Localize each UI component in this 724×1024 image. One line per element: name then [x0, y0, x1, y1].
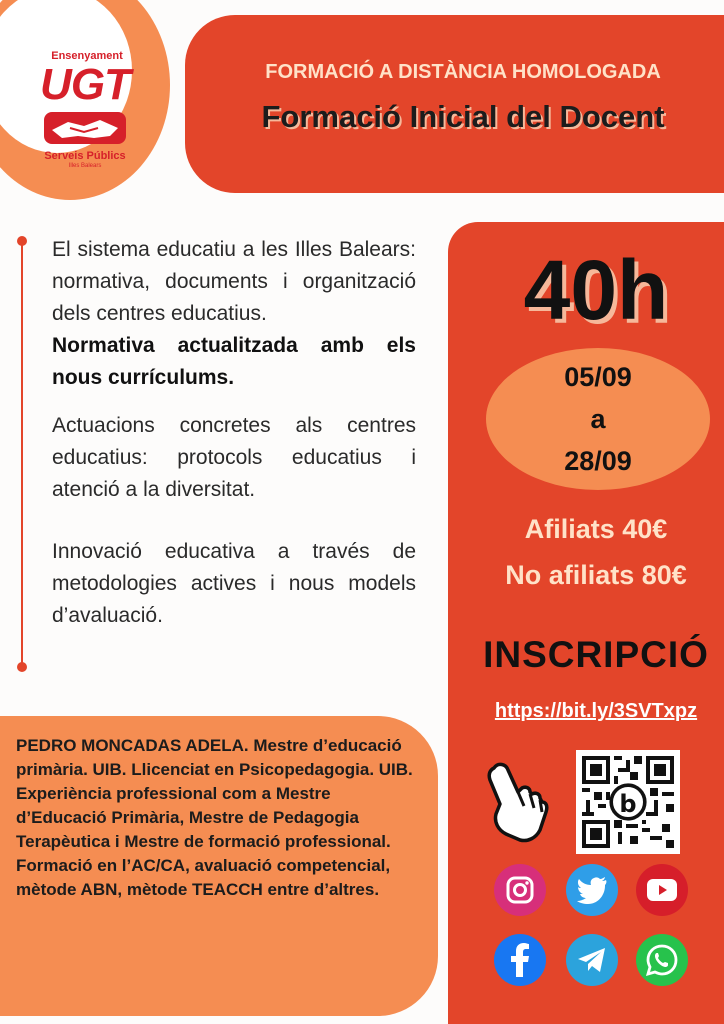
date-separator: a [590, 404, 606, 434]
handshake-icon [44, 112, 126, 144]
price-members: Afiliats 40€ [524, 514, 668, 544]
content-item-2: Actuacions concretes als centres educatius: protocols educatius i atenció a la diversitat. [52, 414, 416, 501]
teacher-bio: PEDRO MONCADAS ADELA. Mestre d’educació primària. UIB. Llicenciat en Psicopedagogia. UIB. Experiència professional com a Mestre d’Educació Primària, Mestre de Pedagogia Terapèutica i Mestre de formació professional. Formació en l’AC/CA, avaluació competencial, mètode ABN, mètode TEACCH entre d’altres. [16, 736, 413, 899]
qr-code[interactable] [576, 750, 680, 854]
header-banner [185, 15, 724, 193]
timeline-dot-top [17, 236, 27, 246]
course-hours: 40h [523, 243, 669, 337]
facebook-icon[interactable] [494, 934, 546, 986]
course-contents [52, 234, 416, 632]
logo-bottom-text: Serveis Públics [44, 150, 126, 162]
content-item-1: El sistema educatiu a les Illes Balears: normativa, documents i organització dels centres educatius. [52, 238, 416, 325]
teacher-bio-panel [0, 716, 438, 1016]
logo-brand: UGT [40, 60, 130, 109]
whatsapp-icon[interactable] [636, 934, 688, 986]
header-subtitle: FORMACIÓ A DISTÀNCIA HOMOLOGADA [265, 61, 661, 83]
pointing-hand-icon [484, 758, 550, 844]
timeline-line [21, 240, 23, 666]
timeline-dot-bottom [17, 662, 27, 672]
page-title: Formació Inicial del Docent [261, 99, 665, 134]
youtube-icon[interactable] [636, 864, 688, 916]
content-item-1-highlight: Normativa actualitzada amb els nous currículums. [52, 334, 416, 389]
date-start: 05/09 [564, 362, 632, 392]
date-end: 28/09 [564, 446, 632, 476]
date-badge [486, 348, 710, 490]
twitter-icon[interactable] [566, 864, 618, 916]
logo-sub-text: Illes Balears [68, 163, 102, 169]
info-panel [448, 222, 724, 1024]
logo-top-text: Ensenyament [51, 50, 123, 62]
content-item-3: Innovació educativa a través de metodologies actives i nous models d’avaluació. [52, 540, 416, 627]
register-heading: INSCRIPCIÓ [483, 634, 709, 675]
price-non-members: No afiliats 80€ [505, 560, 687, 590]
instagram-icon[interactable] [494, 864, 546, 916]
telegram-icon[interactable] [566, 934, 618, 986]
register-link[interactable]: https://bit.ly/3SVTxpz [494, 700, 698, 722]
svg-text:b: b [619, 790, 637, 818]
